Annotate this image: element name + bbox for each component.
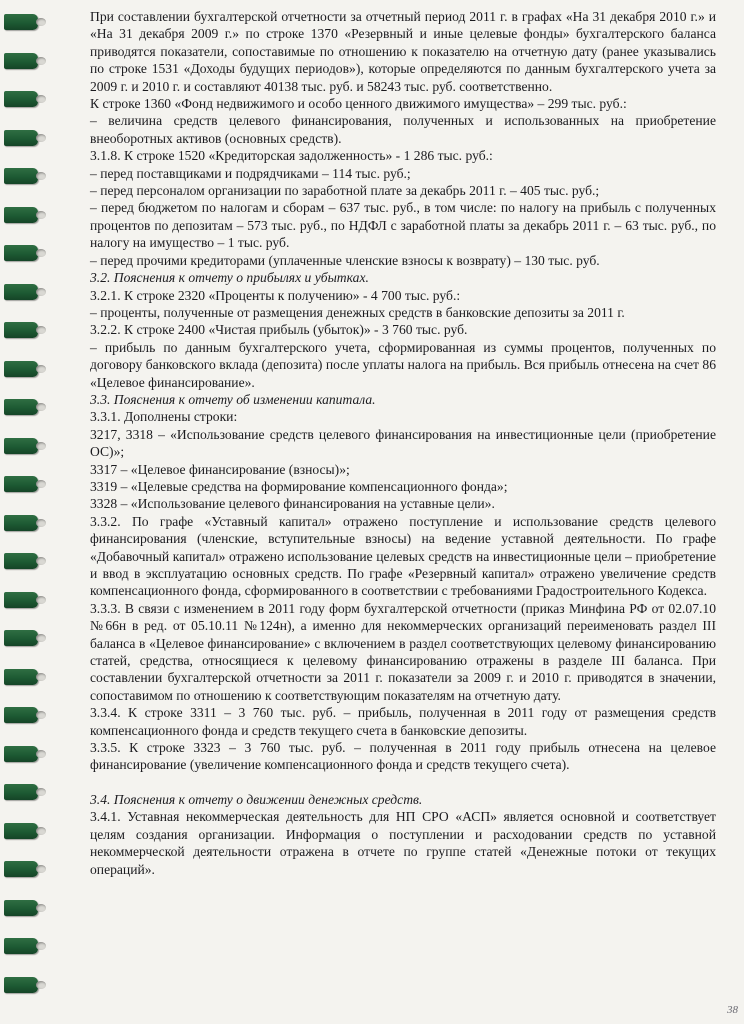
binding-ring xyxy=(4,322,38,338)
list-item: – перед прочими кредиторами (уплаченные членские взносы к возврату) – 130 тыс. руб. xyxy=(90,252,600,268)
page-number: 38 xyxy=(727,1004,738,1016)
binding-ring xyxy=(4,553,38,569)
binding-ring xyxy=(4,630,38,646)
binding-ring xyxy=(4,707,38,723)
section-3-3-3: 3.3.3. В связи с изменением в 2011 году форм бухгалтерской отчетности (приказ Минфина РФ от 02.07.10 №66н в ред. от 05.10.11 №124н), а именно для некоммерческих организаций переименовать раздел III баланса в «Целевое финансирование» с включением в раздел соответствующих целевому финансированию статей, средства, относящиеся к целевому финансированию отражены в разделе III баланса. При составлении бухгалтерской отчетности за 2011 г. показатели за 2009 г. и 2010 г. приводятся в значении, сопоставимом по отношению к соответствующим показателям на отчетную дату. xyxy=(90,600,716,703)
section-3-3-4: 3.3.4. К строке 3311 – 3 760 тыс. руб. – прибыль, полученная в 2011 году от размещения средств компенсационного фонда и средств текущего счета в банковские депозиты. xyxy=(90,705,716,738)
binding-ring xyxy=(4,361,38,377)
binding-ring xyxy=(4,91,38,107)
binding-ring xyxy=(4,515,38,531)
section-3-1-8: 3.1.8. К строке 1520 «Кредиторская задолженность» - 1 286 тыс. руб.: xyxy=(90,148,493,164)
list-item: – перед поставщиками и подрядчиками – 114 тыс. руб.; xyxy=(90,165,411,181)
list-item: – величина средств целевого финансирования, полученных и использованных на приобретение внеоборотных активов (основных средств). xyxy=(90,113,716,146)
section-heading-text: 3.4. Пояснения к отчету о движении денежных средств. xyxy=(90,791,423,807)
spiral-binding xyxy=(0,0,58,1024)
binding-ring xyxy=(4,592,38,608)
binding-ring xyxy=(4,823,38,839)
binding-ring xyxy=(4,245,38,261)
section-heading-text: 3.2. Пояснения к отчету о прибылях и убытках. xyxy=(90,270,369,286)
binding-ring xyxy=(4,207,38,223)
binding-ring xyxy=(4,399,38,415)
binding-ring xyxy=(4,284,38,300)
section-heading-3-3 xyxy=(90,391,716,408)
list-item: – прибыль по данным бухгалтерского учета, сформированная из суммы процентов, полученных по договору банковского вклада (депозита) после уплаты налога на прибыль. Вся прибыль отнесена на счет 86 «Целевое финансирование». xyxy=(90,339,716,390)
binding-ring xyxy=(4,53,38,69)
binding-ring xyxy=(4,476,38,492)
list-item: – перед бюджетом по налогам и сборам – 637 тыс. руб., в том числе: по налогу на прибыль с полученных процентов по депозитам – 573 тыс. руб., по НДФЛ с заработной платы за декабрь 2011 г. – 63 тыс. руб., по налогу на имущество – 1 тыс. руб. xyxy=(90,200,716,251)
binding-ring xyxy=(4,900,38,916)
binding-ring xyxy=(4,168,38,184)
binding-ring xyxy=(4,784,38,800)
binding-ring xyxy=(4,977,38,993)
section-3-3-5: 3.3.5. К строке 3323 – 3 760 тыс. руб. – полученная в 2011 году прибыль отнесена на целевое финансирование (увеличение компенсационного фонда и средств текущего счета). xyxy=(90,740,716,773)
paragraph-line-1360: К строке 1360 «Фонд недвижимого и особо ценного движимого имущества» – 299 тыс. руб.: xyxy=(90,96,627,112)
row-line-item: 3217, 3318 – «Использование средств целевого финансирования на инвестиционные цели (приобретение ОС)»; xyxy=(90,426,716,460)
binding-ring xyxy=(4,746,38,762)
row-line-item: 3317 – «Целевое финансирование (взносы)»; xyxy=(90,461,350,477)
section-3-2-2: 3.2.2. К строке 2400 «Чистая прибыль (убыток)» - 3 760 тыс. руб. xyxy=(90,322,468,338)
section-3-2-1: 3.2.1. К строке 2320 «Проценты к получению» - 4 700 тыс. руб.: xyxy=(90,287,461,303)
binding-ring xyxy=(4,861,38,877)
binding-ring xyxy=(4,130,38,146)
binding-ring xyxy=(4,14,38,30)
binding-ring xyxy=(4,669,38,685)
paragraph-intro: При составлении бухгалтерской отчетности за отчетный период 2011 г. в графах «На 31 декабря 2010 г.» и «На 31 декабря 2009 г.» по строке 1370 «Резервный и иные целевые фонды» бухгалтерского баланса приводятся показатели, сопоставимые по отношению к показателю на отчетную дату (ранее указывались по строке 1531 «Доходы будущих периодов»), которые определяются по данным бухгалтерского учета за 2009 г. и 2010 г. и составляют 40138 тыс. руб. и 58243 тыс. руб. соответственно. xyxy=(90,9,716,94)
list-item: – перед персоналом организации по заработной плате за декабрь 2011 г. – 405 тыс. руб.; xyxy=(90,183,600,199)
section-3-3-1: 3.3.1. Дополнены строки: xyxy=(90,409,238,425)
section-heading-3-2 xyxy=(90,269,716,286)
row-line-item: 3319 – «Целевые средства на формирование компенсационного фонда»; xyxy=(90,478,508,494)
row-line-item: 3328 – «Использование целевого финансирования на уставные цели». xyxy=(90,496,495,512)
section-3-3-2: 3.3.2. По графе «Уставный капитал» отражено поступление и использование средств целевого финансирования (членские, вступительные взносы) на ведение уставной деятельности. По графе «Добавочный капитал» отражено использование целевых средств на инвестиционные цели – приобретение и ввод в эксплуатацию основных средств. По графе «Резервный капитал» отражено увеличение средств компенсационного фонда, сформированного в соответствии с требованиями Градостроительного Кодекса. xyxy=(90,513,716,599)
binding-ring xyxy=(4,938,38,954)
section-heading-text: 3.3. Пояснения к отчету об изменении капитала. xyxy=(90,391,376,407)
list-item: – проценты, полученные от размещения денежных средств в банковские депозиты за 2011 г. xyxy=(90,304,625,320)
section-heading-3-4 xyxy=(90,791,716,808)
document-body xyxy=(90,8,716,878)
section-3-4-1: 3.4.1. Уставная некоммерческая деятельность для НП СРО «АСП» является основной и соответствует целям создания организации. Информация о поступлении и расходовании средств по уставной некоммерческой деятельности отражена в отчете по группе статей «Денежные потоки от текущих операций». xyxy=(90,809,716,877)
binding-ring xyxy=(4,438,38,454)
